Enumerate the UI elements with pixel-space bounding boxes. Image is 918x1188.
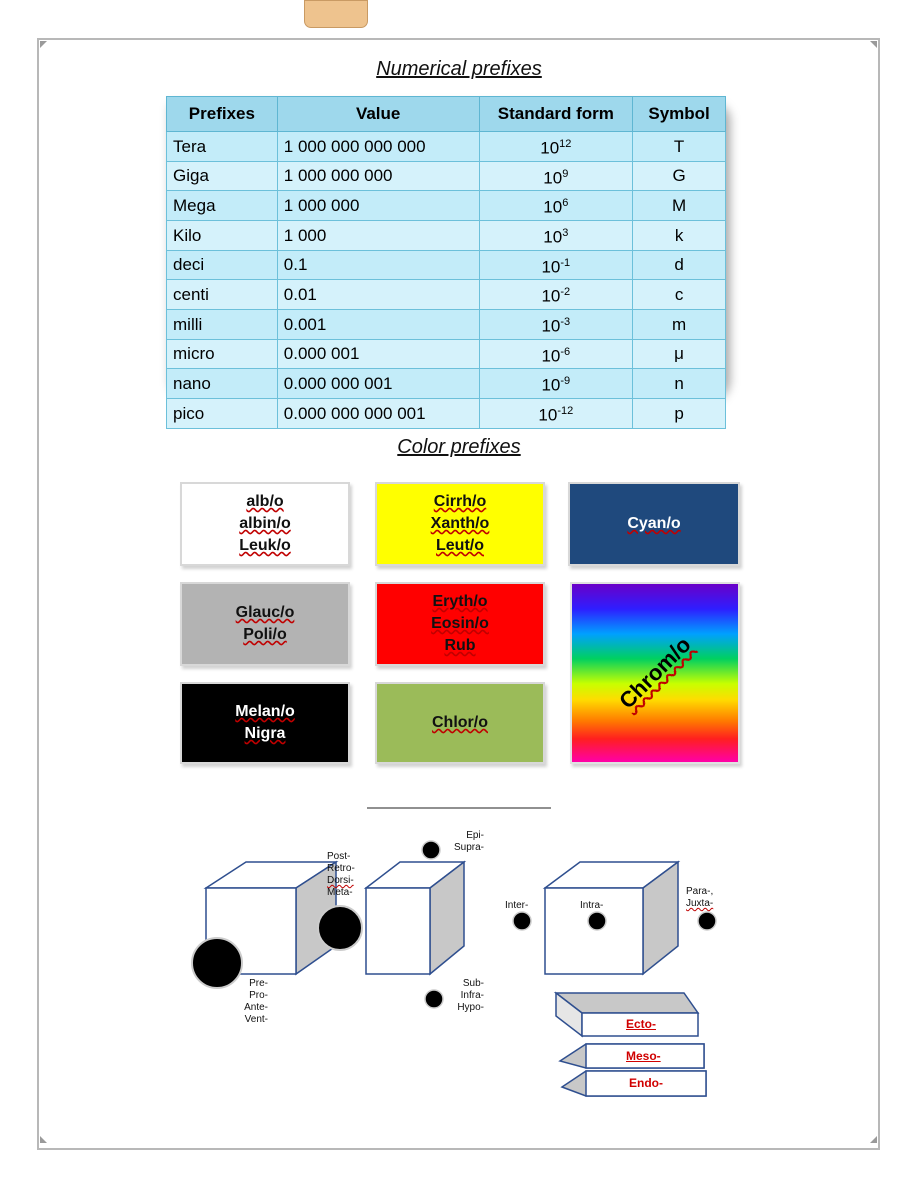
table-cell: d — [633, 250, 726, 280]
table-cell: k — [633, 220, 726, 250]
table-cell: Giga — [167, 161, 278, 191]
table-cell: μ — [633, 339, 726, 369]
label-endo: Endo- — [629, 1076, 663, 1090]
chrom-label: Chrom/o — [613, 631, 696, 714]
table-cell: 1 000 — [277, 220, 479, 250]
table-cell: 1 000 000 — [277, 191, 479, 221]
color-prefix-label: albin/o — [239, 515, 291, 532]
standard-form-base: 10 — [543, 227, 563, 247]
cube-2 — [366, 862, 464, 974]
table-cell: 0.01 — [277, 280, 479, 310]
table-cell: T — [633, 132, 726, 162]
column-header: Standard form — [479, 97, 633, 132]
color-prefix-label: Eryth/o — [432, 593, 488, 610]
table-cell: Kilo — [167, 220, 278, 250]
table-cell: c — [633, 280, 726, 310]
column-header: Symbol — [633, 97, 726, 132]
column-header: Prefixes — [167, 97, 278, 132]
color-prefix-label: Cyan/o — [627, 515, 681, 532]
color-prefix-label: Leut/o — [436, 537, 484, 554]
standard-form-base: 10 — [543, 197, 563, 217]
standard-form-exponent: 6 — [562, 197, 569, 210]
standard-form-exponent: -3 — [560, 315, 571, 328]
standard-form-exponent: -6 — [560, 345, 571, 358]
standard-form-base: 10 — [543, 168, 563, 188]
ball-epi — [422, 841, 440, 859]
table-cell: 1 000 000 000 000 — [277, 132, 479, 162]
standard-form-base: 10 — [541, 346, 561, 366]
standard-form-exponent: -1 — [560, 256, 571, 269]
standard-form-exponent: 3 — [562, 226, 569, 239]
table-cell: micro — [167, 339, 278, 369]
label-intra: Intra- — [580, 900, 604, 911]
color-prefix-label: Glauc/o — [235, 604, 295, 621]
label-inter: Inter- — [505, 900, 529, 911]
color-prefix-label: Rub — [444, 637, 476, 654]
standard-form-base: 10 — [538, 405, 558, 425]
label-post: Post- Retro- Dorsi- Meta- — [327, 851, 355, 898]
table-cell: Tera — [167, 132, 278, 162]
color-prefix-label: Xanth/o — [430, 515, 490, 532]
table-cell: 0.001 — [277, 309, 479, 339]
color-prefix-label: Leuk/o — [239, 537, 291, 554]
label-pre: Pre- Pro- Ante- Vent- — [244, 978, 268, 1025]
table-cell: 0.000 000 001 — [277, 369, 479, 399]
color-prefix-label: Eosin/o — [431, 615, 489, 632]
cube-3 — [545, 862, 678, 974]
label-sub: Sub- Infra- Hypo- — [457, 978, 484, 1013]
ball-intra — [588, 912, 606, 930]
ball-para — [698, 912, 716, 930]
color-prefix-label: Chlor/o — [432, 714, 488, 731]
table-cell: 0.000 000 000 001 — [277, 398, 479, 428]
table-cell: 0.1 — [277, 250, 479, 280]
ball-inter — [513, 912, 531, 930]
label-ecto: Ecto- — [626, 1017, 656, 1031]
color-prefix-label: Poli/o — [243, 626, 287, 643]
label-meso: Meso- — [626, 1049, 661, 1063]
table-cell: M — [633, 191, 726, 221]
table-cell: p — [633, 398, 726, 428]
ball-sub — [425, 990, 443, 1008]
color-prefixes-heading: Color prefixes — [397, 436, 521, 458]
standard-form-base: 10 — [541, 286, 561, 306]
table-cell: nano — [167, 369, 278, 399]
table-cell: deci — [167, 250, 278, 280]
color-prefix-label: alb/o — [246, 493, 284, 510]
standard-form-exponent: 9 — [562, 167, 569, 180]
table-cell: pico — [167, 398, 278, 428]
color-prefix-label: Cirrh/o — [433, 493, 487, 510]
table-cell: milli — [167, 309, 278, 339]
standard-form-base: 10 — [540, 138, 560, 158]
standard-form-exponent: -2 — [560, 286, 571, 299]
table-cell: 1 000 000 000 — [277, 161, 479, 191]
table-cell: 0.000 001 — [277, 339, 479, 369]
ball-post — [318, 906, 362, 950]
table-cell: n — [633, 369, 726, 399]
label-para: Para-, Juxta- — [686, 886, 714, 909]
standard-form-exponent: -12 — [557, 404, 574, 417]
standard-form-exponent: 12 — [559, 138, 572, 150]
numerical-prefixes-heading: Numerical prefixes — [376, 58, 542, 80]
label-epi: Epi- Supra- — [453, 830, 484, 853]
standard-form-exponent: -9 — [560, 375, 571, 388]
table-cell: centi — [167, 280, 278, 310]
table-cell: Mega — [167, 191, 278, 221]
color-prefix-label: Melan/o — [235, 703, 295, 720]
column-header: Value — [277, 97, 479, 132]
table-cell: m — [633, 309, 726, 339]
ball-pre — [192, 938, 242, 988]
standard-form-base: 10 — [541, 257, 561, 277]
table-cell: G — [633, 161, 726, 191]
color-prefix-label: Nigra — [244, 725, 286, 742]
standard-form-base: 10 — [541, 375, 561, 395]
standard-form-base: 10 — [541, 316, 561, 336]
